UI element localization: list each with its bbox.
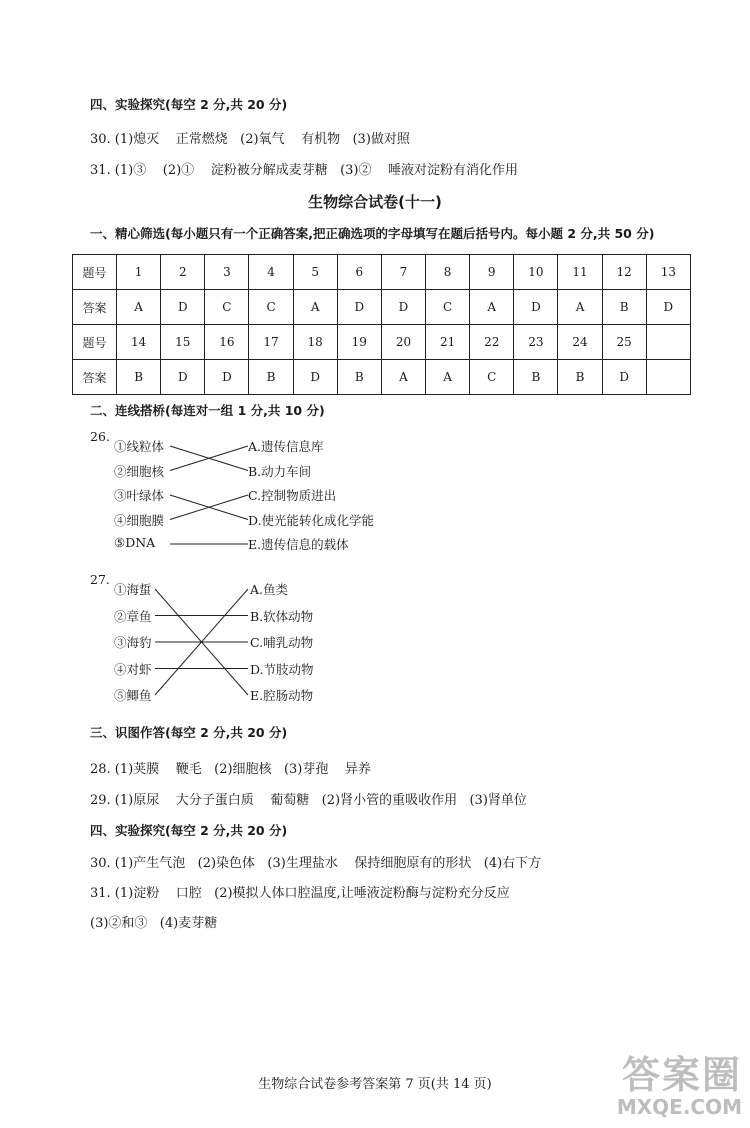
q27-left-item: ①海蜇 [114, 582, 152, 597]
q26-left-item: ⑤DNA [114, 535, 156, 550]
q26-left-item: ④细胞膜 [114, 512, 165, 528]
table-cell: 7 [381, 255, 425, 290]
table-cell: D [205, 360, 249, 395]
table-cell: A [381, 360, 425, 395]
table-cell: C [205, 290, 249, 325]
table-cell: 21 [426, 325, 470, 360]
q26-right-item: E.遗传信息的载体 [248, 537, 349, 552]
table-cell: 15 [161, 325, 205, 360]
table-cell: 24 [558, 325, 602, 360]
table-cell: 20 [381, 325, 425, 360]
page-footer: 生物综合试卷参考答案第 7 页(共 14 页) [258, 1077, 492, 1092]
table-cell: 6 [337, 255, 381, 290]
table-cell: D [381, 290, 425, 325]
watermark-logo [577, 1055, 742, 1125]
table-cell: 22 [470, 325, 514, 360]
table-cell: 8 [426, 255, 470, 290]
q30-answer: 30. (1)产生气泡 (2)染色体 (3)生理盐水 保持细胞原有的形状 (4)右下方 [90, 856, 542, 871]
table-cell: 2 [161, 255, 205, 290]
table-cell: C [470, 360, 514, 395]
watermark-url: MXQE.COM [616, 1095, 742, 1119]
table-cell: D [337, 290, 381, 325]
q26-right-item: D.使光能转化成化学能 [248, 512, 375, 528]
table-cell: A [470, 290, 514, 325]
table-cell: B [249, 360, 293, 395]
table-row-label: 答案 [73, 360, 117, 395]
section2-heading: 二、连线搭桥(每连对一组 1 分,共 10 分) [90, 403, 325, 418]
q27-right-item: E.腔肠动物 [250, 688, 314, 703]
table-cell: D [161, 360, 205, 395]
table-cell: A [293, 290, 337, 325]
table-cell: 18 [293, 325, 337, 360]
table-cell: D [293, 360, 337, 395]
table-cell: 10 [514, 255, 558, 290]
q27-left-item: ④对虾 [114, 661, 152, 677]
table-cell: B [337, 360, 381, 395]
watermark-text: 答案圈 [621, 1053, 742, 1097]
table-row-label: 答案 [73, 290, 117, 325]
prev-q30-answer: 30. (1)熄灭 正常燃烧 (2)氧气 有机物 (3)做对照 [90, 132, 410, 147]
q26-right-item: B.动力车间 [248, 463, 312, 479]
q28-answer: 28. (1)荚膜 鞭毛 (2)细胞核 (3)芽孢 异养 [90, 762, 371, 777]
table-cell: 14 [117, 325, 161, 360]
section3-heading: 三、识图作答(每空 2 分,共 20 分) [90, 725, 288, 740]
q29-answer: 29. (1)原尿 大分子蛋白质 葡萄糖 (2)肾小管的重吸收作用 (3)肾单位 [90, 793, 527, 808]
section1-heading: 一、精心筛选(每小题只有一个正确答案,把正确选项的字母填写在题后括号内。每小题 2 分,共 50 分) [90, 226, 655, 241]
table-cell: 5 [293, 255, 337, 290]
table-cell: B [117, 360, 161, 395]
q26-left-item: ①线粒体 [114, 439, 165, 454]
table-cell: 16 [205, 325, 249, 360]
table-cell: D [646, 290, 690, 325]
q31-answer-part1: 31. (1)淀粉 口腔 (2)模拟人体口腔温度,让唾液淀粉酶与淀粉充分反应 [90, 886, 510, 901]
table-cell: D [514, 290, 558, 325]
table-cell: C [426, 290, 470, 325]
table-cell: 19 [337, 325, 381, 360]
table-cell: 17 [249, 325, 293, 360]
q27-left-item: ⑤鲫鱼 [114, 688, 152, 703]
prev-section-heading: 四、实验探究(每空 2 分,共 20 分) [90, 97, 288, 112]
q27-number: 27. [90, 572, 110, 587]
q27-right-item: D.节肢动物 [250, 661, 314, 677]
table-cell: A [117, 290, 161, 325]
table-cell: D [161, 290, 205, 325]
q26-left-item: ③叶绿体 [114, 488, 165, 503]
table-cell: 13 [646, 255, 690, 290]
section4-heading: 四、实验探究(每空 2 分,共 20 分) [90, 823, 288, 838]
q26-right-item: C.控制物质进出 [248, 488, 337, 503]
q27-right-item: A.鱼类 [250, 582, 289, 597]
table-cell: D [602, 360, 646, 395]
table-cell: 23 [514, 325, 558, 360]
table-cell: A [426, 360, 470, 395]
table-cell: 25 [602, 325, 646, 360]
table-row-label: 题号 [73, 325, 117, 360]
q27-left-item: ②章鱼 [114, 608, 152, 624]
q31-answer-part2: (3)②和③ (4)麦芽糖 [90, 916, 218, 931]
table-cell: 12 [602, 255, 646, 290]
table-cell: B [514, 360, 558, 395]
table-cell: C [249, 290, 293, 325]
q26-number: 26. [90, 429, 110, 444]
table-cell: A [558, 290, 602, 325]
q26-left-item: ②细胞核 [114, 463, 165, 479]
table-cell: 11 [558, 255, 602, 290]
q27-left-item: ③海豹 [114, 635, 152, 650]
paper-title: 生物综合试卷(十一) [308, 193, 442, 211]
table-row-label: 题号 [73, 255, 117, 290]
table-cell: 9 [470, 255, 514, 290]
table-cell: 3 [205, 255, 249, 290]
table-cell: 1 [117, 255, 161, 290]
table-cell: 4 [249, 255, 293, 290]
table-cell: B [558, 360, 602, 395]
table-cell: B [602, 290, 646, 325]
q27-right-item: C.哺乳动物 [250, 635, 314, 650]
prev-q31-answer: 31. (1)③ (2)① 淀粉被分解成麦芽糖 (3)② 唾液对淀粉有消化作用 [90, 163, 519, 178]
q26-right-item: A.遗传信息库 [248, 439, 324, 454]
q27-right-item: B.软体动物 [250, 608, 314, 624]
